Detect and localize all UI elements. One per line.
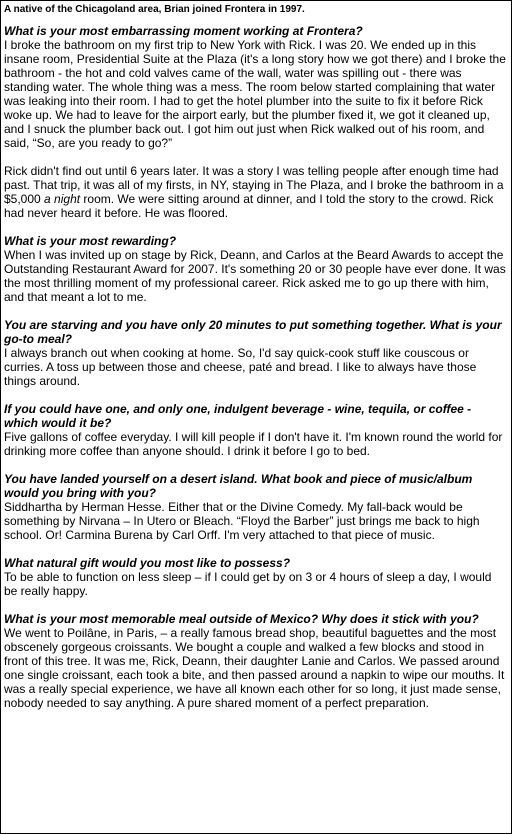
answer: I always branch out when cooking at home. So, I'd say quick-cook stuff like couscous or curries. A toss up between those and cheese, paté and bread. I like to always have those things around. [4, 346, 477, 388]
question: What natural gift would you most like to possess? [4, 556, 291, 570]
qa-block-go-to-meal [4, 318, 508, 388]
qa-block-embarrassing [4, 24, 508, 220]
question: You are starving and you have only 20 minutes to put something together. What is your go-to meal? [4, 318, 502, 346]
question: What is your most embarrassing moment working at Frontera? [4, 24, 363, 38]
qa-block-beverage [4, 402, 508, 458]
qa-block-memorable-meal [4, 612, 508, 710]
qa-block-rewarding [4, 234, 508, 304]
qa-block-desert-island [4, 472, 508, 542]
question: What is your most rewarding? [4, 234, 177, 248]
question: If you could have one, and only one, indulgent beverage - wine, tequila, or coffee - which would it be? [4, 402, 472, 430]
question: What is your most memorable meal outside of Mexico? Why does it stick with you? [4, 612, 479, 626]
intro-text: A native of the Chicagoland area, Brian joined Frontera in 1997. [4, 4, 305, 15]
answer-text: Rick didn't find out until 6 years later. It was a story I was telling people after enough time had past. That trip, it was all of my firsts, in NY, staying in The Plaza, and I broke the bathroom in a $5,000 [4, 164, 504, 206]
answer-text: room. We were sitting around at dinner, and I told the story to the crowd. Rick had never heard it before. He was floored. [4, 192, 494, 220]
answer: Siddhartha by Herman Hesse. Either that or the Divine Comedy. My fall-back would be something by Nirvana – In Utero or Bleach. “Floyd the Barber” just brings me back to high school. Or! Carmina Burena by Carl Orff. I'm very attached to that piece of music. [4, 500, 480, 542]
answer: We went to Poilâne, in Paris, – a really famous bread shop, beautiful baguettes and the most obscenely gorgeous croissants. We bought a couple and walked a few blocks and stood in front of this tree. It was me, Rick, Deann, their daughter Lanie and Carlos. We passed around one single croissant, each took a bite, and then passed around a napkin to wipe our mouths. It was a really special experience, we have all known each other for so long, it just made sense, nobody needed to say anything. A pure shared moment of a perfect preparation. [4, 626, 505, 710]
answer: To be able to function on less sleep – if I could get by on 3 or 4 hours of sleep a day, I would be really happy. [4, 570, 492, 598]
answer: When I was invited up on stage by Rick, Deann, and Carlos at the Beard Awards to accept the Outstanding Restaurant Award for 2007. It's something 20 or 30 people have ever done. It was the most thrilling moment of my professional career. Rick asked me to go up there with him, and that meant a lot to me. [4, 248, 506, 304]
question: You have landed yourself on a desert island. What book and piece of music/album would you bring with you? [4, 472, 473, 500]
answer-emphasis: a night [44, 192, 81, 206]
answer-continued [4, 164, 508, 220]
answer: I broke the bathroom on my first trip to New York with Rick. I was 20. We ended up in this insane room, Presidential Suite at the Plaza (it's a long story how we got there) and I broke the bathroom - the hot and cold valves came of the wall, water was spilling out - there was standing water. The whole thing was a mess. The room below started complaining that water was leaking into their room. I had to get the hotel plumber into the suite to fix it before Rick woke up. We had to leave for the airport early, but the plumber fixed it, we got it cleaned up, and I snuck the plumber back out. I got him out just when Rick walked out of his room, and said, “So, are you ready to go?” [4, 38, 506, 150]
qa-block-natural-gift [4, 556, 508, 598]
answer: Five gallons of coffee everyday. I will kill people if I don't have it. I'm known round the world for drinking more coffee than anyone should. I drink it before I go to bed. [4, 430, 503, 458]
